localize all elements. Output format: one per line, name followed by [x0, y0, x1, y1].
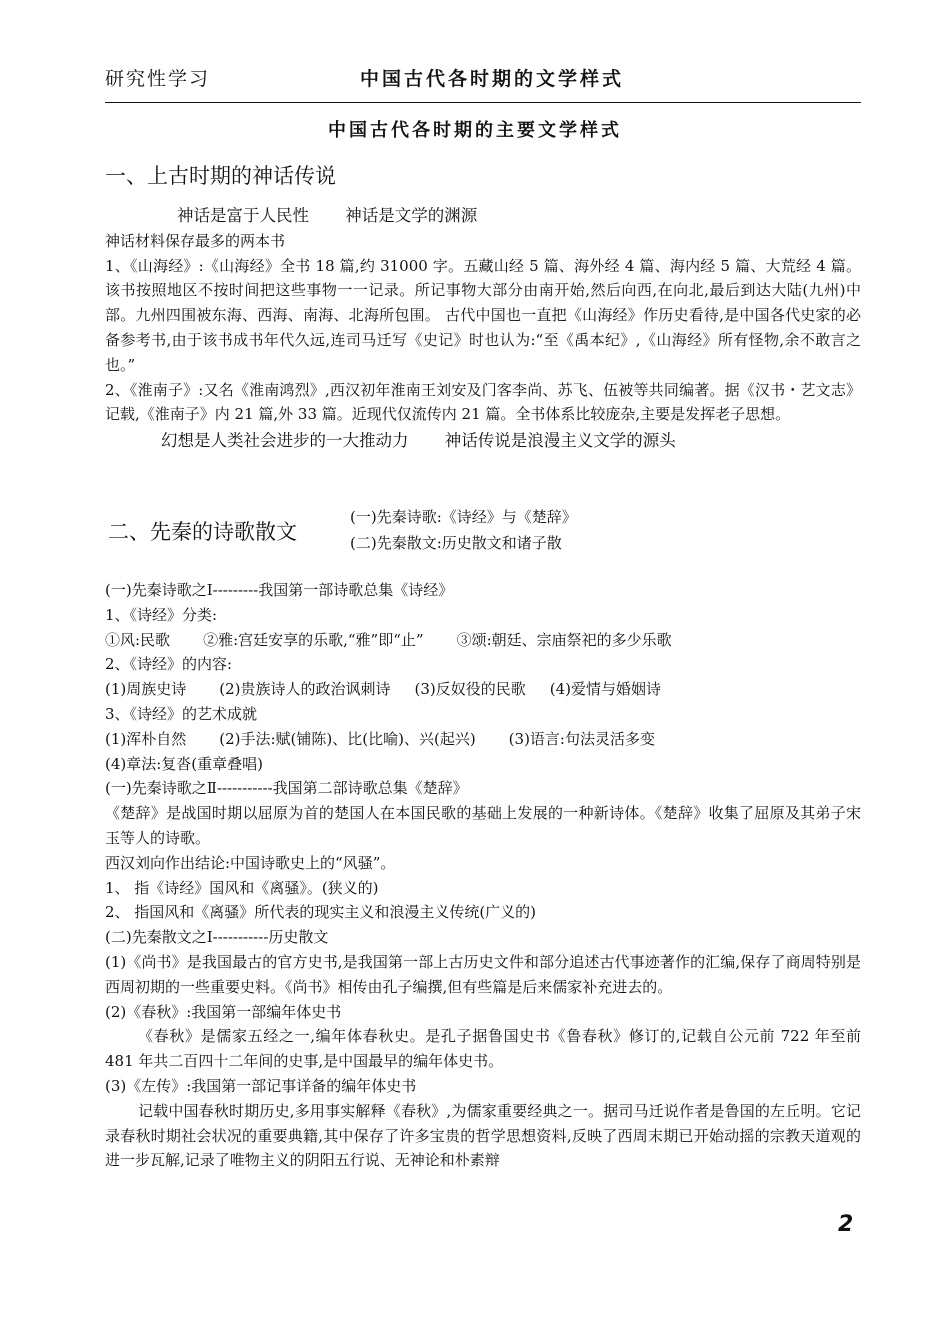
- content-item: (3)反奴役的民歌: [414, 680, 526, 699]
- category-feng: ①风:民歌: [105, 630, 171, 649]
- fengsao-narrow: 1、 指《诗经》国风和《离骚》。(狭义的): [105, 878, 379, 897]
- document-title: 中国古代各时期的主要文学样式: [328, 120, 622, 141]
- closing-b: 神话传说是浪漫主义文学的源头: [444, 431, 676, 451]
- sublist-item-prose: (二)先秦散文:历史散文和诸子散: [350, 534, 562, 552]
- shijing-art-title: 3、《诗经》的艺术成就: [105, 704, 258, 723]
- section1-closing: [105, 429, 861, 454]
- chunqiu-paragraph: 《春秋》是儒家五经之一,编年体春秋史。是孔子据鲁国史书《鲁春秋》修订的,记载自公元前 722 年至前 481 年共二百四十二年间的史事,是中国最早的编年体史书。: [105, 1027, 861, 1071]
- art-item: (3)语言:句法灵活多变: [508, 729, 655, 748]
- content-item: (1)周族史诗: [105, 680, 187, 699]
- art-item: (2)手法:赋(铺陈)、比(比喻)、兴(起兴): [219, 729, 476, 748]
- shijing-art-items: [105, 727, 861, 752]
- section1-heading: 一、上古时期的神话传说: [105, 164, 336, 188]
- header-left-label: 研究性学习: [105, 68, 211, 90]
- header-center-title: 中国古代各时期的文学样式: [360, 68, 625, 90]
- section2-heading: 二、先秦的诗歌散文: [108, 520, 297, 544]
- art-item: (1)浑朴自然: [105, 729, 187, 748]
- sublist-item-poetry: (一)先秦诗歌:《诗经》与《楚辞》: [350, 508, 577, 526]
- shijing-contents: [105, 677, 861, 702]
- chuci-paragraph: 《楚辞》是战国时期以屈原为首的楚国人在本国民歌的基础上发展的一种新诗体。《楚辞》收集了屈原及其弟子宋玉等人的诗歌。: [105, 804, 861, 847]
- content-item: (2)贵族诗人的政治讽刺诗: [219, 680, 391, 699]
- closing-a: 幻想是人类社会进步的一大推动力: [161, 431, 409, 451]
- fengsao-broad: 2、 指国风和《离骚》所代表的现实主义和浪漫主义传统(广义的): [105, 903, 537, 922]
- tagline-a: 神话是富于人民性: [177, 206, 309, 225]
- category-ya: ②雅:宫廷安享的乐歌,“雅”即“止”: [203, 630, 424, 649]
- shangshu-paragraph: (1)《尚书》是我国最古的官方史书,是我国第一部上古历史文件和部分追述古代事迹著作的汇编,保存了商周特别是西周初期的一些重要史料。《尚书》相传由孔子编撰,但有些篇是后来儒家补充进去的。: [105, 952, 861, 996]
- shijing-categories: [105, 628, 861, 653]
- zuozhuan-paragraph: 记载中国春秋时期历史,多用事实解释《春秋》,为儒家重要经典之一。据司马迁说作者是鲁国的左丘明。它记录春秋时期社会状况的重要典籍,其中保存了许多宝贵的哲学思想资料,反映了西周末期已开始动摇的宗教天道观的进一步瓦解,记录了唯物主义的阴阳五行说、无神论和朴素辩: [105, 1101, 861, 1170]
- shanhaijing-paragraph: 1、《山海经》:《山海经》全书 18 篇,约 31000 字。五藏山经 5 篇、海外经 4 篇、海内经 5 篇、大荒经 4 篇。该书按照地区不按时间把这些事物一一记录。所记事物大部分由南开始,然后向西,在向北,最后到达大陆(九州)中部。九州四围被东海、西海、南海、北海所包围。 古代中国也一直把《山海经》作历史看待,是中国各代史家的必备参考书,由于该书成书年代久远,连司马迁写《史记》时也认为:“至《禹本纪》,《山海经》所有怪物,余不敢言之也。”: [105, 256, 861, 374]
- prose-title: (二)先秦散文之Ⅰ-----------历史散文: [105, 928, 329, 947]
- chuci-title: (一)先秦诗歌之Ⅱ-----------我国第二部诗歌总集《楚辞》: [105, 779, 468, 798]
- page-number: 2: [838, 1212, 854, 1237]
- section1-taglines: [105, 204, 861, 229]
- section1-body: [105, 204, 861, 454]
- shijing-art-item-4: (4)章法:复沓(重章叠唱): [105, 754, 264, 773]
- huainanzi-paragraph: 2、《淮南子》:又名《淮南鸿烈》,西汉初年淮南王刘安及门客李尚、苏飞、伍被等共同编著。据《汉书・艺文志》记载,《淮南子》内 21 篇,外 33 篇。近现代仅流传内 21 篇。全书体系比较庞杂,主要是发挥老子思想。: [105, 380, 861, 424]
- fengsao-conclusion: 西汉刘向作出结论:中国诗歌史上的“风骚”。: [105, 853, 396, 872]
- chunqiu-title: (2)《春秋》:我国第一部编年体史书: [105, 1002, 342, 1021]
- zuozhuan-title: (3)《左传》:我国第一部记事详备的编年体史书: [105, 1076, 417, 1095]
- section2-sublist: [350, 504, 577, 556]
- category-song: ③颂:朝廷、宗庙祭祀的多少乐歌: [456, 630, 672, 649]
- tagline-b: 神话是文学的渊源: [345, 206, 478, 225]
- shijing-category-title: 1、《诗经》分类:: [105, 605, 218, 624]
- section2-body: [105, 578, 861, 1173]
- shijing-content-title: 2、《诗经》的内容:: [105, 655, 233, 674]
- shijing-title: (一)先秦诗歌之Ⅰ---------我国第一部诗歌总集《诗经》: [105, 581, 454, 599]
- section1-intro: 神话材料保存最多的两本书: [105, 231, 286, 250]
- running-header: [105, 64, 861, 103]
- content-item: (4)爱情与婚姻诗: [549, 680, 661, 699]
